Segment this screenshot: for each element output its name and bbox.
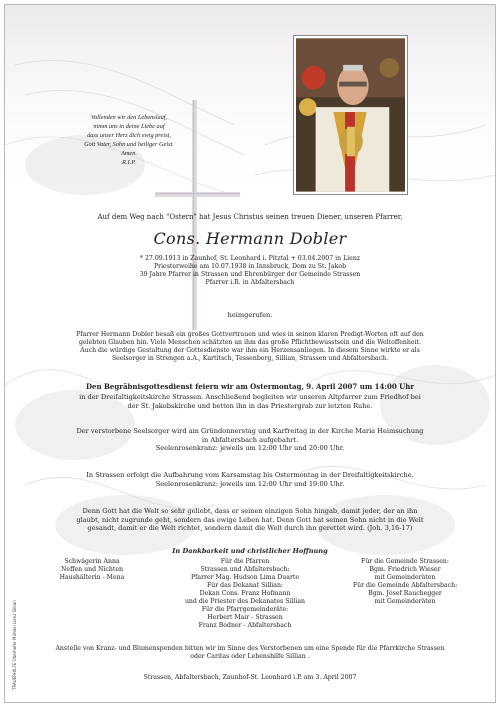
donation-request bbox=[25, 645, 475, 661]
mourner-line: Für das Dekanat Sillian: bbox=[206, 582, 284, 589]
mourner-line: Für die Gemeinde Strassen: bbox=[361, 558, 449, 565]
mourner-line: mit Gemeinderäten bbox=[374, 598, 436, 605]
abfaltersbach-viewing bbox=[25, 427, 475, 453]
gratitude-title: In Dankbarkeit und christlicher Hoffnung bbox=[172, 547, 328, 555]
mourner-line: Für die Pfarren bbox=[220, 558, 270, 565]
strassen-viewing bbox=[25, 471, 475, 488]
heimgerufen-text: heimgerufen. bbox=[227, 311, 273, 319]
biography bbox=[25, 255, 475, 287]
mourner-line: Herbert Mair - Strassen bbox=[207, 614, 283, 621]
printer-imprint bbox=[12, 590, 20, 690]
tribute-line: Seelsorger in Strengen a.A., Kartitsch, Tessenberg, Sillian, Strassen und Abfaltersbach. bbox=[111, 355, 389, 362]
scripture-line: glaubt, nicht zugrunde geht, sondern das ewige Leben hat. Denn Gott hat seinen Sohn nicht in die Welt bbox=[76, 515, 424, 524]
scripture-line: gesandt, damit er die Welt richtet, sondern damit die Welt durch ihn gerettet wird. (Joh. 3,16-17) bbox=[87, 524, 413, 532]
mourner-line: und die Priester des Dekanates Sillian bbox=[184, 598, 306, 605]
poem-line: Gott Vater, Sohn und heiliger Geist. bbox=[84, 141, 174, 148]
portrait-photo bbox=[293, 35, 408, 195]
viewing-line: In Strassen erfolgt die Aufbahrung vom Karsamstag bis Ostermontag in der Dreifaltigkeitskirche. bbox=[86, 471, 414, 479]
place-and-date: Strassen, Abfaltersbach, Zaunhof-St. Leonhard i.P. am 3. April 2007 bbox=[143, 674, 357, 681]
mourners-municipalities bbox=[335, 558, 475, 606]
obituary-card bbox=[4, 4, 496, 703]
viewing-line: Seelenrosenkranz: jeweils um 12:00 Uhr und 20:00 Uhr. bbox=[155, 444, 345, 452]
mourner-line: Franz Bodner - Abfaltersbach bbox=[198, 622, 292, 629]
funeral-headline: Den Begräbnisgottesdienst feiern wir am Ostermontag, 9. April 2007 um 14:00 Uhr bbox=[85, 382, 415, 391]
printer-text: TRAUERHILFE Oberhofer Mühlen Lienz Sillian bbox=[12, 600, 17, 690]
donation-line: Anstelle von Kranz- und Blumenspenden bitten wir im Sinne des Verstorbenen um eine Spende für die Pfarrkirche Strassen bbox=[55, 645, 445, 652]
mourners-parishes bbox=[160, 558, 330, 630]
poem-line: R.I.P. bbox=[122, 159, 136, 166]
mourner-line: Dekan Cons. Franz Hofmann bbox=[199, 590, 291, 597]
viewing-line: Der verstorbene Seelsorger wird am Gründonnerstag und Karfreitag in der Kirche Maria Heimsuchung bbox=[76, 427, 424, 435]
scripture-quote bbox=[25, 507, 475, 533]
poem-line: Amen. bbox=[121, 150, 137, 157]
mourner-line: Strassen und Abfaltersbach: bbox=[200, 566, 290, 573]
bio-line: * 27.09.1913 in Zaunhof, St. Leonhard i. Pitztal + 03.04.2007 in Lienz bbox=[139, 255, 361, 262]
poem-line: nimm uns in deine Liebe auf bbox=[93, 123, 165, 130]
mourner-line: Neffen und Nichten bbox=[61, 566, 123, 573]
tribute-line: gelebten Glauben hin. Viele Menschen schätzten an ihm das große Pflichtbewusstsein und die Weltoffenheit. bbox=[78, 339, 421, 346]
intro-text: Auf dem Weg nach "Ostern" hat Jesus Christus seinen treuen Diener, unseren Pfarrer, bbox=[97, 213, 403, 221]
scripture-line: Denn Gott hat die Welt so sehr geliebt, dass er seinen einzigen Sohn hingab, damit jeder, der an ihn bbox=[82, 507, 418, 515]
poem-line: dass unser Herz dich ewig preist, bbox=[87, 132, 171, 139]
funeral-line: der St. Jakobskirche und betten ihn in das Priestergrab zur letzten Ruhe. bbox=[127, 401, 373, 410]
bio-line: Priesterweihe am 10.07.1938 in Innsbruck, Dom zu St. Jakob bbox=[153, 263, 347, 270]
mourner-line: Pfarrer Mag. Hudson Lima Duarte bbox=[190, 574, 300, 581]
deceased-name: Cons. Hermann Dobler bbox=[153, 229, 347, 248]
mourner-line: Bgm. Josef Rauchegger bbox=[368, 590, 442, 597]
mourners-family bbox=[37, 558, 147, 582]
mourner-line: Für die Gemeinde Abfaltersbach: bbox=[352, 582, 458, 589]
donation-line: oder Caritas oder Lebenshilfe Sillian . bbox=[190, 653, 310, 660]
poem bbox=[61, 113, 197, 167]
viewing-line: Seelenrosenkranz: jeweils um 12:00 Uhr und 19:00 Uhr. bbox=[155, 479, 345, 488]
tribute-paragraph bbox=[25, 331, 475, 363]
mourner-line: Für die Pfarrgemeinderäte: bbox=[201, 606, 289, 613]
poem-line: Vollenden wir den Lebenslauf, bbox=[90, 114, 168, 121]
mourner-line: Schwägerin Anna bbox=[64, 558, 120, 565]
tribute-line: Auch die würdige Gestaltung der Gottesdienste war ihm ein Herzensanliegen. In diesem Sinne wirkte er als bbox=[80, 347, 420, 354]
bio-line: Pfarrer i.R. in Abfaltersbach bbox=[205, 279, 295, 286]
tribute-line: Pfarrer Hermann Dobler besaß ein großes Gottvertrauen und wies in seinen klaren Predigt-Worten oft auf den bbox=[76, 331, 424, 338]
mourner-line: Bgm. Friedrich Wieser bbox=[369, 566, 441, 573]
viewing-line: in Abfaltersbach aufgebahrt. bbox=[201, 435, 299, 444]
priest-portrait-image bbox=[296, 38, 405, 192]
bio-line: 39 Jahre Pfarrer in Strassen und Ehrenbürger der Gemeinde Strassen bbox=[139, 271, 361, 278]
mourner-line: mit Gemeinderäten bbox=[374, 574, 436, 581]
funeral-line: in der Dreifaltigkeitskirche Strassen. Anschließend begleiten wir unseren Altpfarrer zum Friedhof bei bbox=[79, 393, 421, 401]
mourner-line: Haushälterin - Mena bbox=[59, 574, 125, 581]
funeral-details bbox=[25, 393, 475, 410]
